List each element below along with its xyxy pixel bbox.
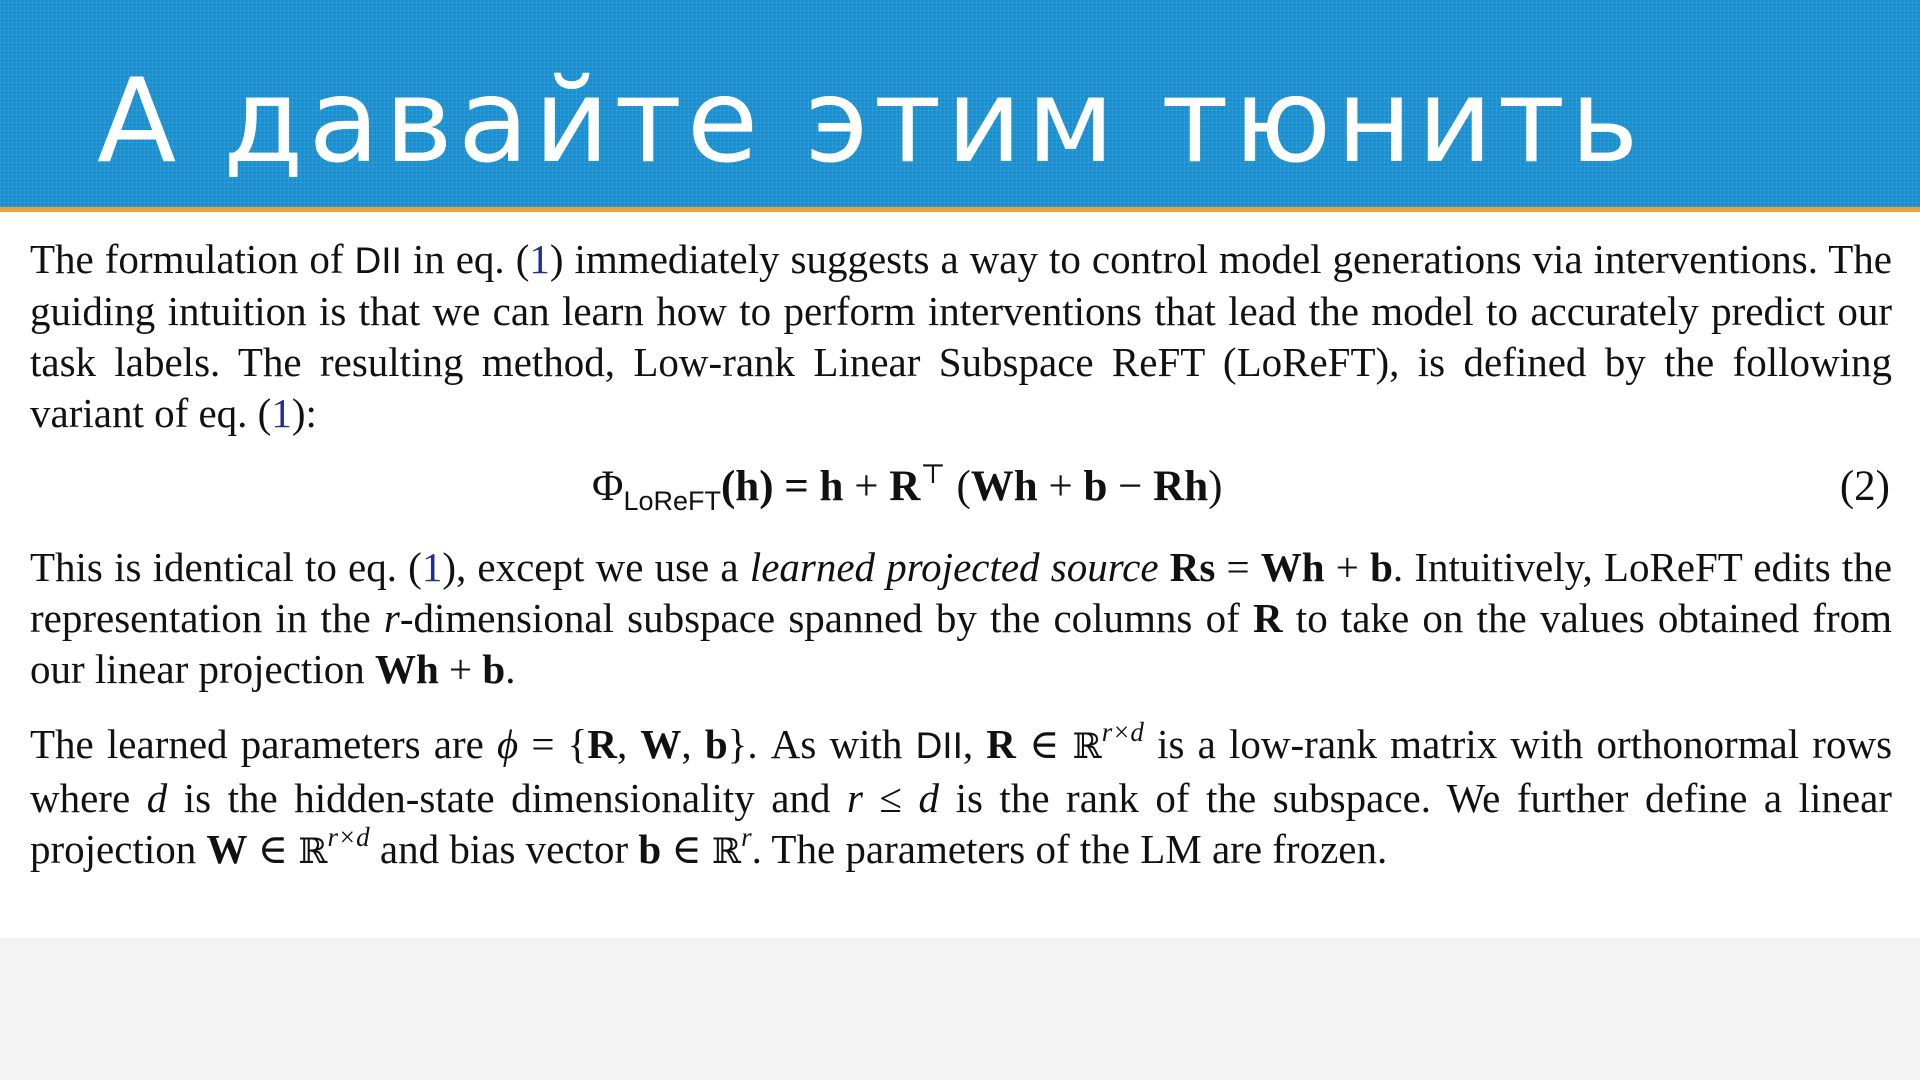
text: -dimensional subspace spanned by the columns of	[399, 595, 1253, 641]
text: is the rank of the subspace. We further define a linear projection	[30, 775, 1892, 872]
text: ), except we use a	[442, 544, 750, 590]
math-italic: ϕ	[496, 721, 519, 767]
math-bold: W	[206, 826, 248, 872]
equation-number: (2)	[1839, 463, 1890, 510]
text: }. As with	[727, 721, 916, 767]
math-bold: b	[482, 646, 506, 692]
text: . Intuitively, LoReFT edits the representation in the	[30, 544, 1893, 641]
math-bold: b	[1370, 544, 1393, 590]
equation-ref-link[interactable]: 1	[529, 236, 550, 282]
equation-body	[592, 459, 1223, 516]
text: The formulation of	[30, 236, 355, 282]
text: in eq. (	[401, 236, 530, 282]
text: and bias vector	[369, 826, 639, 872]
phi-symbol: Φ	[592, 463, 624, 510]
text: ∈	[1015, 721, 1073, 767]
text: ):	[291, 390, 317, 436]
paper-excerpt	[0, 212, 1920, 938]
text: +	[1324, 544, 1371, 590]
math-bold: Rs	[1158, 544, 1216, 590]
math-bold: Wh	[374, 646, 439, 692]
text: ∈	[661, 826, 713, 872]
math-bold: W	[640, 721, 682, 767]
math-italic: d	[146, 775, 168, 821]
real-numbers-symbol: ℝ	[298, 832, 328, 872]
math-bold: b	[704, 721, 728, 767]
text: = {	[518, 721, 588, 767]
text: ∈	[247, 826, 299, 872]
emphasis: learned projected source	[749, 544, 1159, 590]
eq-transpose: ⊤	[920, 459, 946, 489]
slide-header	[0, 0, 1920, 207]
eq-lhs: (h) =	[720, 463, 820, 510]
paragraph-1	[30, 234, 1892, 439]
text: ,	[962, 721, 987, 767]
math-bold: b	[638, 826, 662, 872]
real-numbers-symbol: ℝ	[1072, 727, 1102, 767]
math-bold: R	[986, 721, 1016, 767]
math-superscript: r	[741, 822, 752, 852]
eq-b: b	[1083, 463, 1108, 510]
math-italic: d	[918, 775, 940, 821]
equation-2	[0, 459, 1920, 522]
math-superscript: r×d	[1101, 717, 1144, 747]
phi-subscript: LoReFT	[623, 486, 721, 516]
text: .	[505, 646, 516, 692]
text: is the hidden-state dimensionality and	[167, 775, 848, 821]
equation-ref-link[interactable]: 1	[421, 544, 443, 590]
dii-term: DII	[915, 725, 963, 766]
eq-plus: +	[843, 463, 890, 510]
slide-title: А давайте этим тюнить	[97, 54, 1644, 189]
text: The learned parameters are	[30, 721, 497, 767]
math-bold: R	[1252, 595, 1283, 641]
eq-Wh: Wh	[970, 463, 1038, 510]
text: This is identical to eq. (	[30, 544, 422, 590]
text: ≤	[863, 775, 919, 821]
eq-Rh: Rh	[1153, 463, 1209, 510]
paragraph-3	[30, 719, 1892, 878]
math-superscript: r×d	[327, 822, 370, 852]
eq-plus: +	[1037, 463, 1084, 510]
text: +	[438, 646, 483, 692]
eq-minus: −	[1107, 463, 1154, 510]
equation-ref-link[interactable]: 1	[271, 390, 292, 436]
real-numbers-symbol: ℝ	[712, 832, 742, 872]
text: to take on the values obtained from our linear projection	[30, 595, 1893, 692]
text: =	[1215, 544, 1261, 590]
math-italic: r	[383, 595, 400, 641]
text: is a low-rank matrix with orthonormal rows where	[30, 721, 1893, 821]
math-italic: r	[847, 775, 863, 821]
eq-close-paren: )	[1208, 463, 1223, 510]
dii-term: DII	[354, 240, 402, 281]
math-bold: R	[587, 721, 617, 767]
text: ,	[616, 721, 641, 767]
math-bold: Wh	[1260, 544, 1325, 590]
paragraph-2	[30, 542, 1892, 695]
eq-open-paren: (	[945, 463, 971, 510]
text: . The parameters of the LM are frozen.	[751, 826, 1388, 872]
eq-h: h	[819, 463, 844, 510]
text: ) immediately suggests a way to control model generations via interventions. The guiding intuition is that we can learn how to perform interventions that lead the model to accurately predict our task labels. The resulting method, Low-rank Linear Subspace ReFT (LoReFT), is defined by the following variant of eq. (	[30, 236, 1893, 436]
eq-R: R	[889, 463, 921, 510]
text: ,	[681, 721, 705, 767]
